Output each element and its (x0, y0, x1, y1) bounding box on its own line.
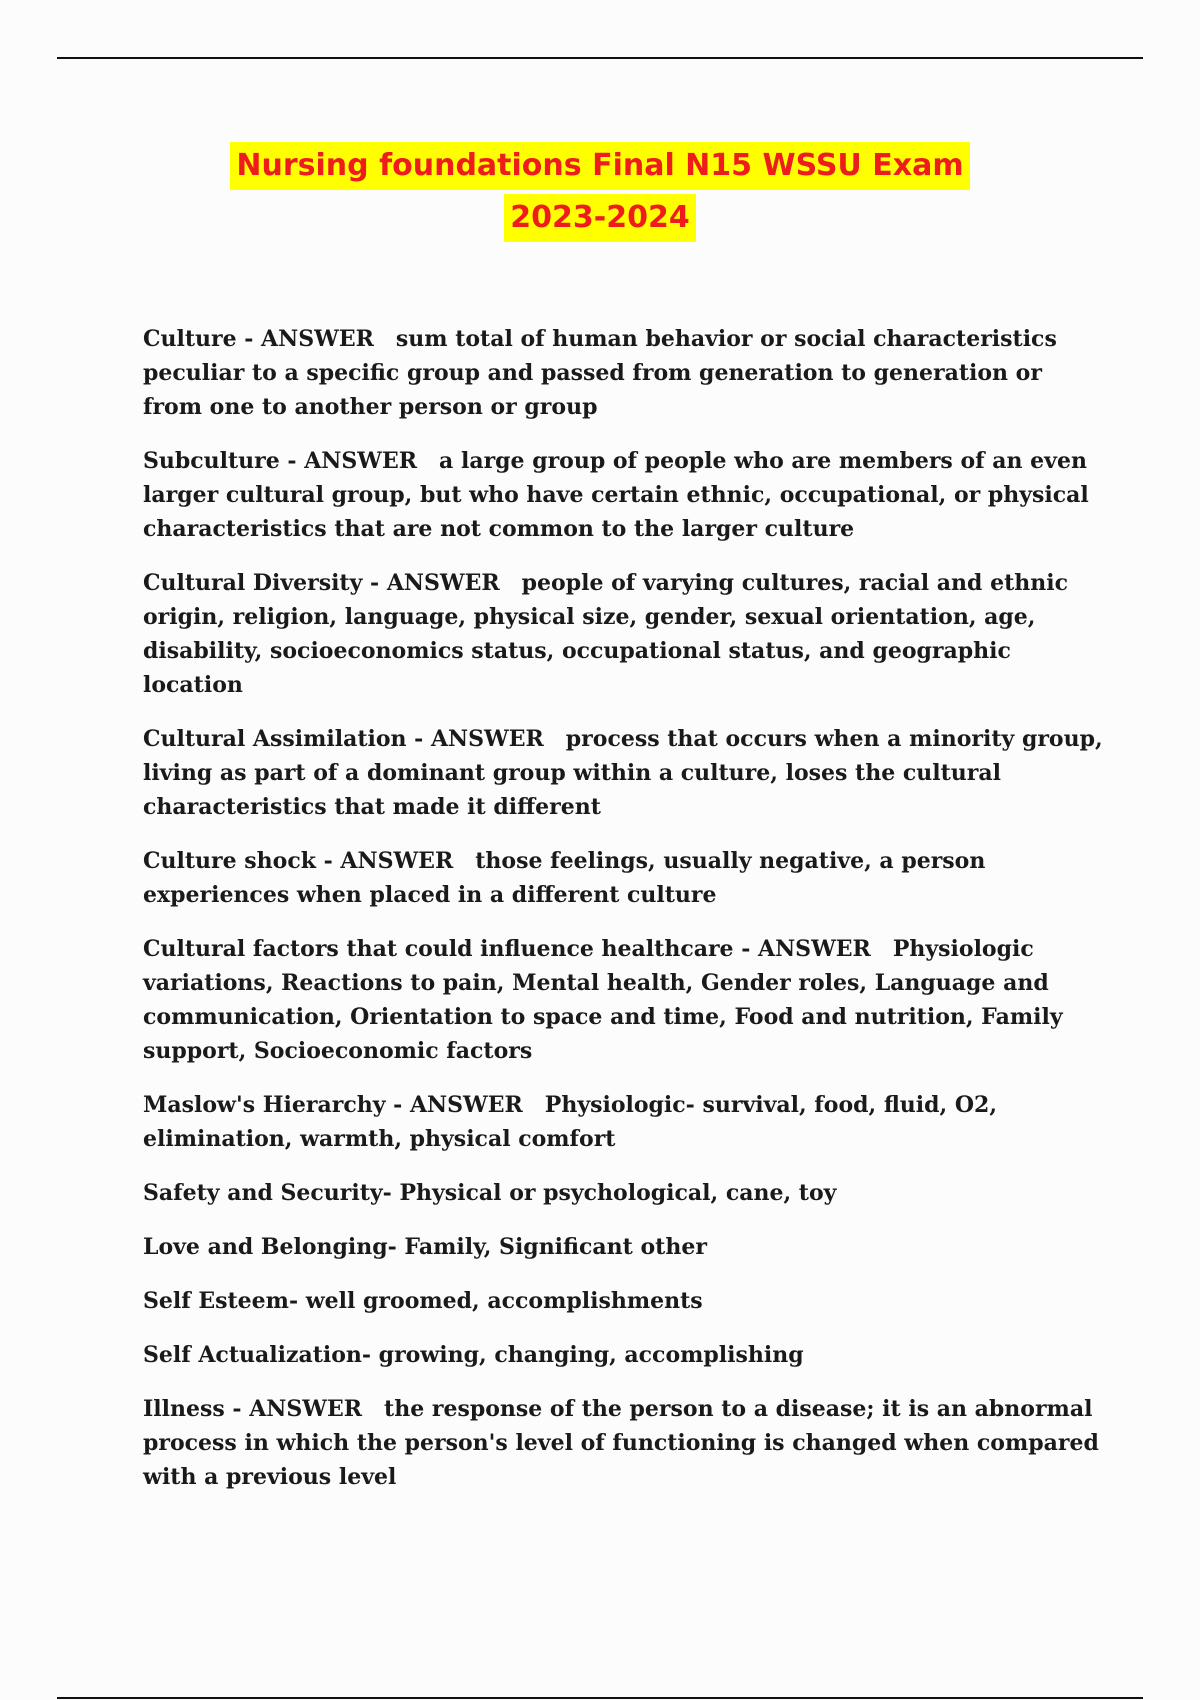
qa-entry (143, 932, 1103, 1068)
entry-term: Cultural Diversity - ANSWER (143, 570, 500, 596)
entry-term: Cultural factors that could influence healthcare - ANSWER (143, 936, 871, 962)
qa-entry (143, 1392, 1103, 1494)
qa-entry (143, 322, 1103, 424)
entry-term: Cultural Assimilation - ANSWER (143, 726, 544, 752)
entry-answer: those feelings, usually negative, a person experiences when placed in a different culture (143, 848, 986, 908)
entry-term: Culture - ANSWER (143, 326, 374, 352)
document-body (143, 322, 1103, 1514)
entry-answer: Physiologic- survival, food, fluid, O2, elimination, warmth, physical comfort (143, 1092, 997, 1152)
entry-term: Subculture - ANSWER (143, 448, 418, 474)
entry-answer: the response of the person to a disease; it is an abnormal process in which the person's level of functioning is changed when compared with a previous level (143, 1396, 1099, 1490)
qa-entry (143, 844, 1103, 912)
qa-entry (143, 1088, 1103, 1156)
page-title (0, 140, 1200, 244)
plain-line: Self Actualization- growing, changing, accomplishing (143, 1342, 804, 1368)
entry-term: Culture shock - ANSWER (143, 848, 454, 874)
title-line-2: 2023-2024 (504, 194, 695, 242)
entry-answer: sum total of human behavior or social characteristics peculiar to a specific group and passed from generation to generation or from one to another person or group (143, 326, 1057, 420)
plain-line: Safety and Security- Physical or psychological, cane, toy (143, 1180, 837, 1206)
plain-line: Love and Belonging- Family, Significant other (143, 1234, 707, 1260)
entry-answer: a large group of people who are members of an even larger cultural group, but who have certain ethnic, occupational, or physical characteristics that are not common to the larger culture (143, 448, 1089, 542)
entry-answer: people of varying cultures, racial and ethnic origin, religion, language, physical size, gender, sexual orientation, age, disability, socioeconomics status, occupational status, and geographic location (143, 570, 1068, 698)
entry-term: Illness - ANSWER (143, 1396, 363, 1422)
qa-entry (143, 444, 1103, 546)
title-line-1: Nursing foundations Final N15 WSSU Exam (230, 142, 969, 190)
entry-term: Maslow's Hierarchy - ANSWER (143, 1092, 523, 1118)
qa-entry (143, 566, 1103, 702)
bottom-rule (57, 1697, 1143, 1699)
entry-answer: Physiologic variations, Reactions to pain, Mental health, Gender roles, Language and communication, Orientation to space and time, Food and nutrition, Family support, Socioeconomic factors (143, 936, 1063, 1064)
entry-answer: process that occurs when a minority group, living as part of a dominant group within a culture, loses the cultural characteristics that made it different (143, 726, 1103, 820)
plain-line: Self Esteem- well groomed, accomplishments (143, 1288, 703, 1314)
qa-entry (143, 722, 1103, 824)
top-rule (57, 57, 1143, 59)
